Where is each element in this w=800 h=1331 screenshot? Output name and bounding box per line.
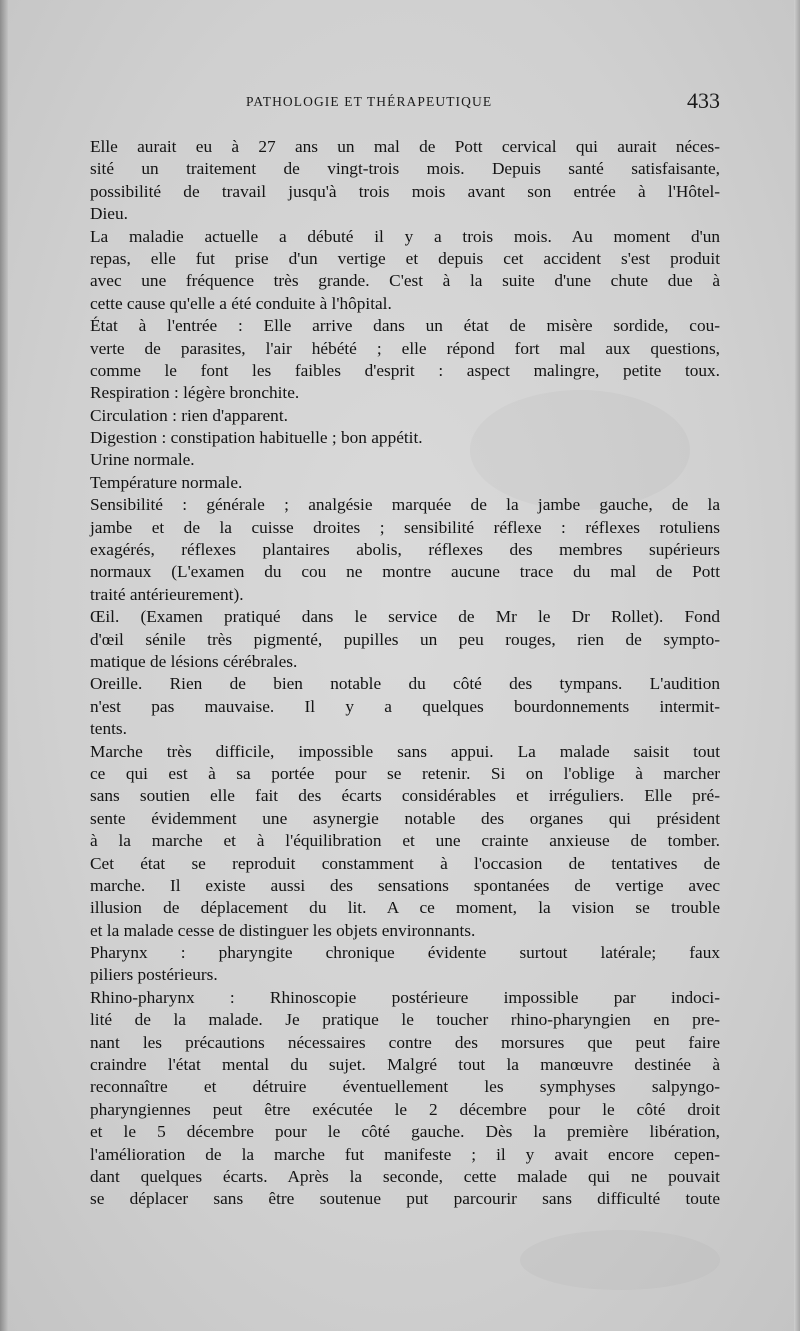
text-line: piliers postérieurs. bbox=[90, 965, 218, 985]
text-line: et le 5 décembre pour le côté gauche. Dès la première libération, bbox=[90, 1122, 720, 1142]
text-line: Œil. (Examen pratiqué dans le service de Mr le Dr Rollet). Fond bbox=[90, 607, 720, 627]
text-line: Rhino-pharynx : Rhinoscopie postérieure impossible par indoci- bbox=[90, 987, 720, 1007]
text-line: cette cause qu'elle a été conduite à l'hôpital. bbox=[90, 293, 392, 313]
running-head bbox=[88, 88, 720, 118]
text-line: l'amélioration de la marche fut manifeste ; il y avait encore cepen- bbox=[90, 1144, 720, 1164]
text-line: normaux (L'examen du cou ne montre aucune trace du mal de Pott bbox=[90, 562, 720, 582]
text-line: Sensibilité : générale ; analgésie marquée de la jambe gauche, de la bbox=[90, 495, 720, 515]
text-line: n'est pas mauvaise. Il y a quelques bourdonnements intermit- bbox=[90, 696, 720, 716]
text-line: Dieu. bbox=[90, 204, 128, 224]
text-line: reconnaître et détruire éventuellement les symphyses salpyngo- bbox=[90, 1077, 720, 1097]
text-line: nant les précautions nécessaires contre des morsures que peut faire bbox=[90, 1032, 720, 1052]
text-line: matique de lésions cérébrales. bbox=[90, 651, 298, 671]
text-line: Température normale. bbox=[90, 472, 243, 492]
text-line: repas, elle fut prise d'un vertige et depuis cet accident s'est produit bbox=[90, 248, 720, 268]
text-line: sente évidemment une asynergie notable des organes qui président bbox=[90, 808, 720, 828]
text-line: Urine normale. bbox=[90, 450, 195, 470]
text-line: État à l'entrée : Elle arrive dans un état de misère sordide, cou- bbox=[90, 316, 720, 336]
text-line: possibilité de travail jusqu'à trois mois avant son entrée à l'Hôtel- bbox=[90, 181, 720, 201]
paper-stain bbox=[520, 1230, 720, 1290]
text-line: illusion de déplacement du lit. A ce moment, la vision se trouble bbox=[90, 898, 720, 918]
text-line: Oreille. Rien de bien notable du côté des tympans. L'audition bbox=[90, 674, 720, 694]
text-line: d'œil sénile très pigmenté, pupilles un peu rouges, rien de sympto- bbox=[90, 629, 720, 649]
text-line: jambe et de la cuisse droites ; sensibilité réflexe : réflexes rotuliens bbox=[90, 517, 720, 537]
text-line: tents. bbox=[90, 719, 127, 739]
text-line: à la marche et à l'équilibration et une crainte anxieuse de tomber. bbox=[90, 831, 720, 851]
text-line: lité de la malade. Je pratique le toucher rhino-pharyngien en pre- bbox=[90, 1010, 720, 1030]
text-line: avec une fréquence très grande. C'est à la suite d'une chute due à bbox=[90, 271, 720, 291]
text-line: marche. Il existe aussi des sensations spontanées de vertige avec bbox=[90, 875, 720, 895]
text-line: dant quelques écarts. Après la seconde, cette malade qui ne pouvait bbox=[90, 1166, 720, 1186]
text-line: craindre l'état mental du sujet. Malgré tout la manœuvre destinée à bbox=[90, 1055, 720, 1075]
page-gutter-shadow bbox=[0, 0, 8, 1331]
text-line: ce qui est à sa portée pour se retenir. Si on l'oblige à marcher bbox=[90, 763, 720, 783]
text-line: Cet état se reproduit constamment à l'occasion de tentatives de bbox=[90, 853, 720, 873]
body-text bbox=[90, 136, 720, 1211]
running-title: PATHOLOGIE ET THÉRAPEUTIQUE bbox=[246, 94, 493, 109]
text-line: et la malade cesse de distinguer les objets environnants. bbox=[90, 920, 476, 940]
text-line: Circulation : rien d'apparent. bbox=[90, 405, 288, 425]
page-edge-shadow bbox=[794, 0, 800, 1331]
text-line: se déplacer sans être soutenue put parcourir sans difficulté toute bbox=[90, 1189, 720, 1209]
text-line: exagérés, réflexes plantaires abolis, réflexes des membres supérieurs bbox=[90, 540, 720, 560]
text-line: La maladie actuelle a débuté il y a trois mois. Au moment d'un bbox=[90, 226, 720, 246]
text-line: traité antérieurement). bbox=[90, 584, 244, 604]
text-line: Pharynx : pharyngite chronique évidente surtout latérale; faux bbox=[90, 943, 720, 963]
text-line: Digestion : constipation habituelle ; bon appétit. bbox=[90, 428, 423, 448]
text-line: sité un traitement de vingt-trois mois. Depuis santé satisfaisante, bbox=[90, 159, 720, 179]
text-line: verte de parasites, l'air hébété ; elle répond fort mal aux questions, bbox=[90, 338, 720, 358]
text-line: Marche très difficile, impossible sans appui. La malade saisit tout bbox=[90, 741, 720, 761]
text-line: pharyngiennes peut être exécutée le 2 décembre pour le côté droit bbox=[90, 1099, 720, 1119]
text-line: Elle aurait eu à 27 ans un mal de Pott cervical qui aurait néces- bbox=[90, 137, 720, 156]
text-line: Respiration : légère bronchite. bbox=[90, 383, 300, 403]
text-line: comme le font les faibles d'esprit : aspect malingre, petite toux. bbox=[90, 360, 720, 380]
text-line: sans soutien elle fait des écarts considérables et irréguliers. Elle pré- bbox=[90, 786, 720, 806]
page-number: 433 bbox=[687, 88, 720, 113]
